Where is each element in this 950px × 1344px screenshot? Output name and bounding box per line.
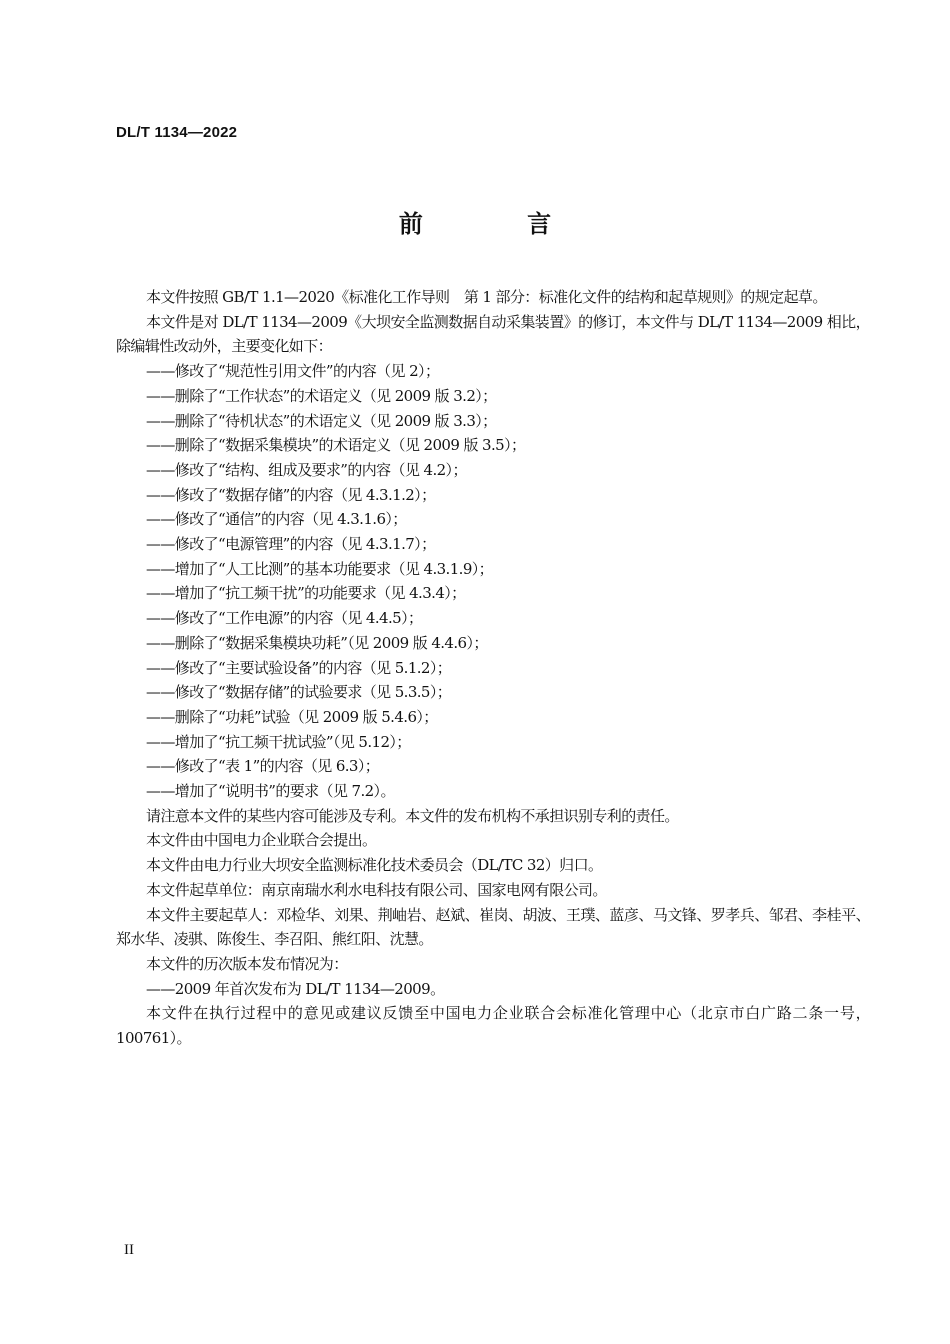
standard-code-header: DL/T 1134—2022 xyxy=(116,124,238,141)
list-item: ——修改了“通信”的内容（见 4.3.1.6）； xyxy=(146,510,407,529)
list-item: ——修改了“表 1”的内容（见 6.3）； xyxy=(146,757,380,776)
history-list xyxy=(116,977,870,1002)
list-item: ——增加了“人工比测”的基本功能要求（见 4.3.1.9）； xyxy=(146,559,494,578)
list-item: ——修改了“规范性引用文件”的内容（见 2）； xyxy=(146,362,440,381)
drafting-rules-paragraph: 本文件按照 GB/T 1.1—2020《标准化工作导则 第 1 部分：标准化文件的结构和起草规则》的规定起草。 xyxy=(146,288,827,306)
list-item: ——增加了“抗工频干扰”的功能要求（见 4.3.4）； xyxy=(146,584,466,603)
list-item: ——修改了“主要试验设备”的内容（见 5.1.2）； xyxy=(146,658,452,677)
patent-notice-paragraph: 请注意本文件的某些内容可能涉及专利。本文件的发布机构不承担识别专利的责任。 xyxy=(146,806,679,825)
revision-intro-paragraph: 本文件是对 DL/T 1134—2009《大坝安全监测数据自动采集装置》的修订，本文件与 DL/T 1134—2009 相比，除编辑性改动外，主要变化如下： xyxy=(116,312,870,356)
list-item: ——修改了“电源管理”的内容（见 4.3.1.7）； xyxy=(146,535,436,554)
list-item: ——删除了“工作状态”的术语定义（见 2009 版 3.2）； xyxy=(146,386,497,405)
list-item: ——2009 年首次发布为 DL/T 1134—2009。 xyxy=(146,979,445,998)
list-item: ——删除了“数据采集模块功耗”（见 2009 版 4.4.6）； xyxy=(146,633,488,652)
list-item: ——修改了“结构、组成及要求”的内容（见 4.2）； xyxy=(146,460,467,479)
list-item: ——删除了“功耗”试验（见 2009 版 5.4.6）； xyxy=(146,707,438,726)
feedback-paragraph: 本文件在执行过程中的意见或建议反馈至中国电力企业联合会标准化管理中心（北京市白广路二条一号，100761）。 xyxy=(116,1004,870,1048)
committee-paragraph: 本文件由电力行业大坝安全监测标准化技术委员会（DL/TC 32）归口。 xyxy=(146,856,603,875)
drafting-units-paragraph: 本文件起草单位：南京南瑞水利水电科技有限公司、国家电网有限公司。 xyxy=(146,880,607,899)
list-item: ——修改了“数据存储”的内容（见 4.3.1.2）； xyxy=(146,485,436,504)
page-title: 前 言 xyxy=(398,210,600,238)
document-body xyxy=(116,285,870,1051)
proposer-paragraph: 本文件由中国电力企业联合会提出。 xyxy=(146,831,377,850)
list-item: ——删除了“待机状态”的术语定义（见 2009 版 3.3）； xyxy=(146,411,497,430)
list-item: ——删除了“数据采集模块”的术语定义（见 2009 版 3.5）； xyxy=(146,436,526,455)
drafters-paragraph: 本文件主要起草人：邓检华、刘果、荆岫岩、赵斌、崔岗、胡波、王璞、蓝彦、马文锋、罗孝兵、邹君、李桂平、郑水华、凌骐、陈俊生、李召阳、熊红阳、沈慧。 xyxy=(116,905,870,949)
page-number: II xyxy=(124,1242,134,1258)
list-item: ——增加了“抗工频干扰试验”（见 5.12）； xyxy=(146,732,411,751)
history-intro-paragraph: 本文件的历次版本发布情况为： xyxy=(146,954,348,973)
list-item: ——修改了“数据存储”的试验要求（见 5.3.5）； xyxy=(146,683,452,702)
list-item: ——增加了“说明书”的要求（见 7.2）。 xyxy=(146,782,395,801)
changes-list xyxy=(116,359,870,804)
list-item: ——修改了“工作电源”的内容（见 4.4.5）； xyxy=(146,609,423,628)
